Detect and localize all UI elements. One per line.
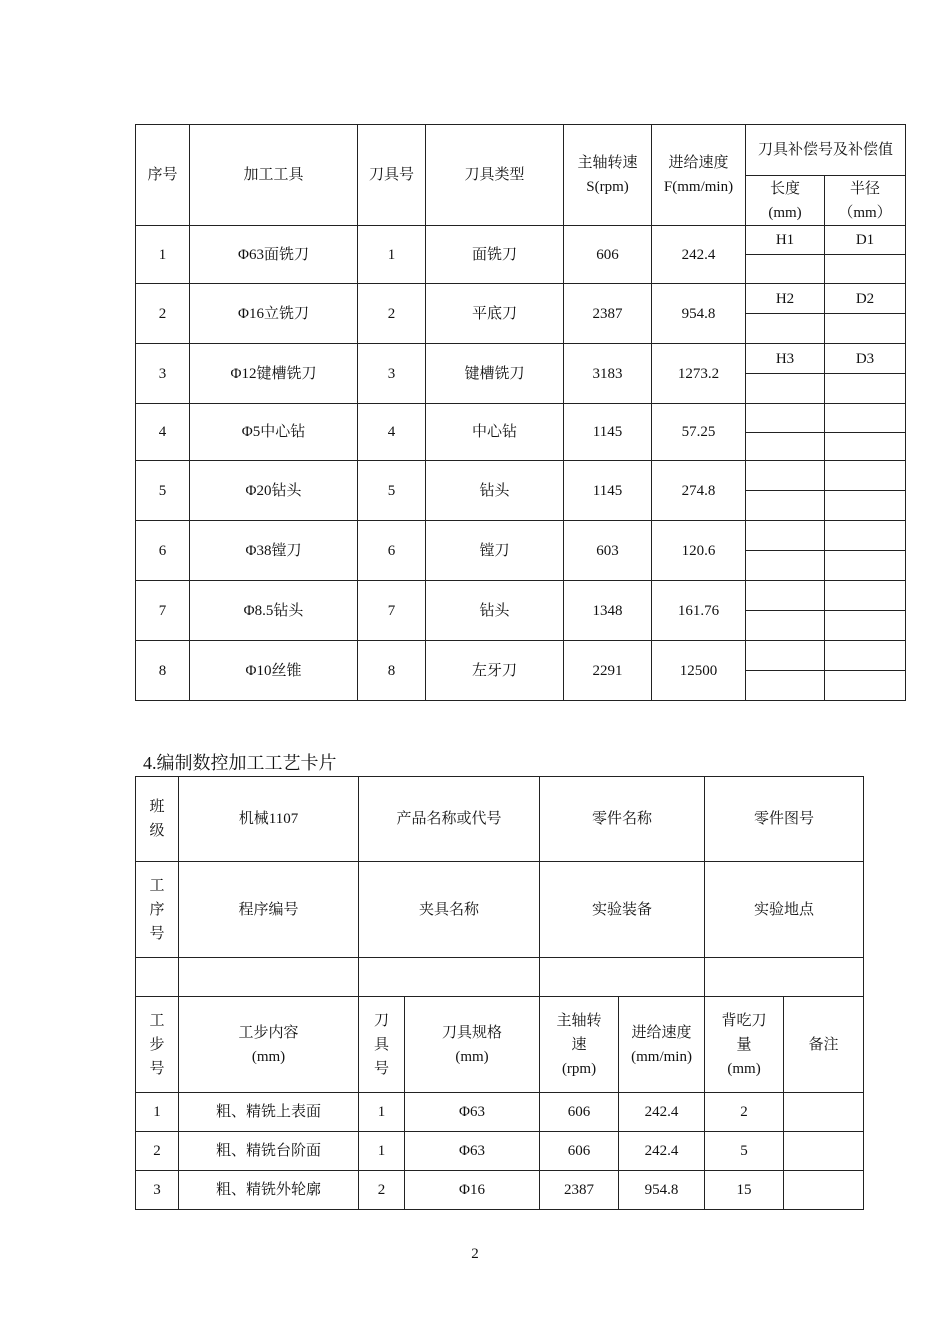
step-depth: 2: [705, 1093, 784, 1132]
radius-comp-value: [825, 611, 906, 641]
step-feed: 242.4: [619, 1093, 705, 1132]
blank-cell: [359, 958, 540, 997]
tool-row: [136, 641, 906, 671]
step-header-tool-spec: 刀具规格 (mm): [405, 997, 540, 1093]
step-header-content: 工步内容 (mm): [179, 997, 359, 1093]
length-comp-code: H3: [746, 344, 825, 374]
length-comp-code: [746, 521, 825, 551]
spindle-speed: 2387: [564, 284, 652, 344]
feed-rate: 274.8: [652, 461, 746, 521]
tool-number: 6: [358, 521, 426, 581]
feed-rate: 1273.2: [652, 344, 746, 404]
step-header-remark: 备注: [784, 997, 864, 1093]
length-comp-code: [746, 581, 825, 611]
spindle-speed: 2291: [564, 641, 652, 701]
step-row: [136, 1093, 864, 1132]
step-row: [136, 1132, 864, 1171]
length-comp-value: [746, 374, 825, 404]
radius-comp-code: [825, 404, 906, 433]
tool-number: 5: [358, 461, 426, 521]
tool-name: Φ10丝锥: [190, 641, 358, 701]
program-no-label: 程序编号: [179, 862, 359, 958]
feed-rate: 57.25: [652, 404, 746, 461]
process-card-table: [135, 776, 864, 1210]
step-spindle: 2387: [540, 1171, 619, 1210]
length-comp-code: H1: [746, 226, 825, 255]
length-comp-code: [746, 404, 825, 433]
step-tool-spec: Φ63: [405, 1132, 540, 1171]
tool-name: Φ63面铣刀: [190, 226, 358, 284]
length-comp-value: [746, 491, 825, 521]
tool-type: 左牙刀: [426, 641, 564, 701]
step-header-spindle: 主轴转 速 (rpm): [540, 997, 619, 1093]
radius-comp-code: [825, 461, 906, 491]
step-no: 1: [136, 1093, 179, 1132]
tool-seq: 5: [136, 461, 190, 521]
header-tool: 加工工具: [190, 125, 358, 226]
tool-number: 1: [358, 226, 426, 284]
step-tool-no: 2: [359, 1171, 405, 1210]
feed-rate: 161.76: [652, 581, 746, 641]
drawing-no-label: 零件图号: [705, 777, 864, 862]
step-spindle: 606: [540, 1132, 619, 1171]
blank-cell: [179, 958, 359, 997]
feed-rate: 242.4: [652, 226, 746, 284]
tool-seq: 3: [136, 344, 190, 404]
location-label: 实验地点: [705, 862, 864, 958]
step-tool-spec: Φ16: [405, 1171, 540, 1210]
header-radius: 半径 （mm）: [825, 176, 906, 226]
tool-row: [136, 521, 906, 551]
tool-type: 镗刀: [426, 521, 564, 581]
tool-table: [135, 124, 906, 701]
radius-comp-code: D1: [825, 226, 906, 255]
tool-number: 2: [358, 284, 426, 344]
step-remark: [784, 1171, 864, 1210]
tool-name: Φ20钻头: [190, 461, 358, 521]
tool-row: [136, 461, 906, 491]
radius-comp-value: [825, 255, 906, 284]
radius-comp-code: [825, 581, 906, 611]
radius-comp-value: [825, 671, 906, 701]
radius-comp-value: [825, 374, 906, 404]
tool-seq: 7: [136, 581, 190, 641]
header-spindle: 主轴转速 S(rpm): [564, 125, 652, 226]
header-tool-no: 刀具号: [358, 125, 426, 226]
tool-seq: 2: [136, 284, 190, 344]
feed-rate: 954.8: [652, 284, 746, 344]
length-comp-value: [746, 551, 825, 581]
tool-name: Φ5中心钻: [190, 404, 358, 461]
step-feed: 954.8: [619, 1171, 705, 1210]
header-compensation: 刀具补偿号及补偿值: [746, 125, 906, 176]
op-no-label: 工 序 号: [136, 862, 179, 958]
tool-row: [136, 404, 906, 433]
step-tool-spec: Φ63: [405, 1093, 540, 1132]
step-no: 3: [136, 1171, 179, 1210]
step-spindle: 606: [540, 1093, 619, 1132]
radius-comp-code: D3: [825, 344, 906, 374]
length-comp-value: [746, 255, 825, 284]
length-comp-value: [746, 314, 825, 344]
spindle-speed: 3183: [564, 344, 652, 404]
tool-type: 钻头: [426, 461, 564, 521]
tool-row: [136, 226, 906, 255]
tool-name: Φ12键槽铣刀: [190, 344, 358, 404]
tool-seq: 6: [136, 521, 190, 581]
tool-type: 中心钻: [426, 404, 564, 461]
spindle-speed: 603: [564, 521, 652, 581]
class-label: 班 级: [136, 777, 179, 862]
length-comp-code: [746, 461, 825, 491]
tool-type: 面铣刀: [426, 226, 564, 284]
length-comp-value: [746, 611, 825, 641]
step-header-tool-no: 刀 具 号: [359, 997, 405, 1093]
feed-rate: 12500: [652, 641, 746, 701]
step-content: 粗、精铣上表面: [179, 1093, 359, 1132]
length-comp-value: [746, 433, 825, 461]
step-header-no: 工 步 号: [136, 997, 179, 1093]
product-label: 产品名称或代号: [359, 777, 540, 862]
step-header-depth: 背吃刀 量 (mm): [705, 997, 784, 1093]
step-depth: 5: [705, 1132, 784, 1171]
step-depth: 15: [705, 1171, 784, 1210]
length-comp-value: [746, 671, 825, 701]
step-remark: [784, 1093, 864, 1132]
spindle-speed: 1348: [564, 581, 652, 641]
step-header-feed: 进给速度 (mm/min): [619, 997, 705, 1093]
tool-name: Φ16立铣刀: [190, 284, 358, 344]
header-length: 长度 (mm): [746, 176, 825, 226]
section-title: 4.编制数控加工工艺卡片: [143, 753, 337, 773]
feed-rate: 120.6: [652, 521, 746, 581]
tool-seq: 1: [136, 226, 190, 284]
radius-comp-code: D2: [825, 284, 906, 314]
step-tool-no: 1: [359, 1093, 405, 1132]
tool-number: 8: [358, 641, 426, 701]
spindle-speed: 1145: [564, 461, 652, 521]
tool-type: 键槽铣刀: [426, 344, 564, 404]
tool-number: 4: [358, 404, 426, 461]
part-name-label: 零件名称: [540, 777, 705, 862]
radius-comp-value: [825, 314, 906, 344]
step-feed: 242.4: [619, 1132, 705, 1171]
radius-comp-value: [825, 491, 906, 521]
radius-comp-value: [825, 551, 906, 581]
class-value: 机械1107: [179, 777, 359, 862]
header-tool-type: 刀具类型: [426, 125, 564, 226]
spindle-speed: 606: [564, 226, 652, 284]
tool-name: Φ38镗刀: [190, 521, 358, 581]
header-seq: 序号: [136, 125, 190, 226]
step-content: 粗、精铣台阶面: [179, 1132, 359, 1171]
radius-comp-code: [825, 521, 906, 551]
tool-type: 钻头: [426, 581, 564, 641]
tool-seq: 8: [136, 641, 190, 701]
length-comp-code: H2: [746, 284, 825, 314]
tool-number: 7: [358, 581, 426, 641]
step-no: 2: [136, 1132, 179, 1171]
tool-row: [136, 344, 906, 374]
step-tool-no: 1: [359, 1132, 405, 1171]
radius-comp-value: [825, 433, 906, 461]
tool-type: 平底刀: [426, 284, 564, 344]
equipment-label: 实验装备: [540, 862, 705, 958]
radius-comp-code: [825, 641, 906, 671]
step-remark: [784, 1132, 864, 1171]
step-content: 粗、精铣外轮廓: [179, 1171, 359, 1210]
step-row: [136, 1171, 864, 1210]
tool-seq: 4: [136, 404, 190, 461]
spindle-speed: 1145: [564, 404, 652, 461]
header-feed: 进给速度 F(mm/min): [652, 125, 746, 226]
tool-row: [136, 284, 906, 314]
tool-row: [136, 581, 906, 611]
blank-cell: [705, 958, 864, 997]
length-comp-code: [746, 641, 825, 671]
tool-name: Φ8.5钻头: [190, 581, 358, 641]
blank-cell: [136, 958, 179, 997]
blank-cell: [540, 958, 705, 997]
tool-number: 3: [358, 344, 426, 404]
fixture-label: 夹具名称: [359, 862, 540, 958]
page-number: 2: [471, 1246, 479, 1262]
